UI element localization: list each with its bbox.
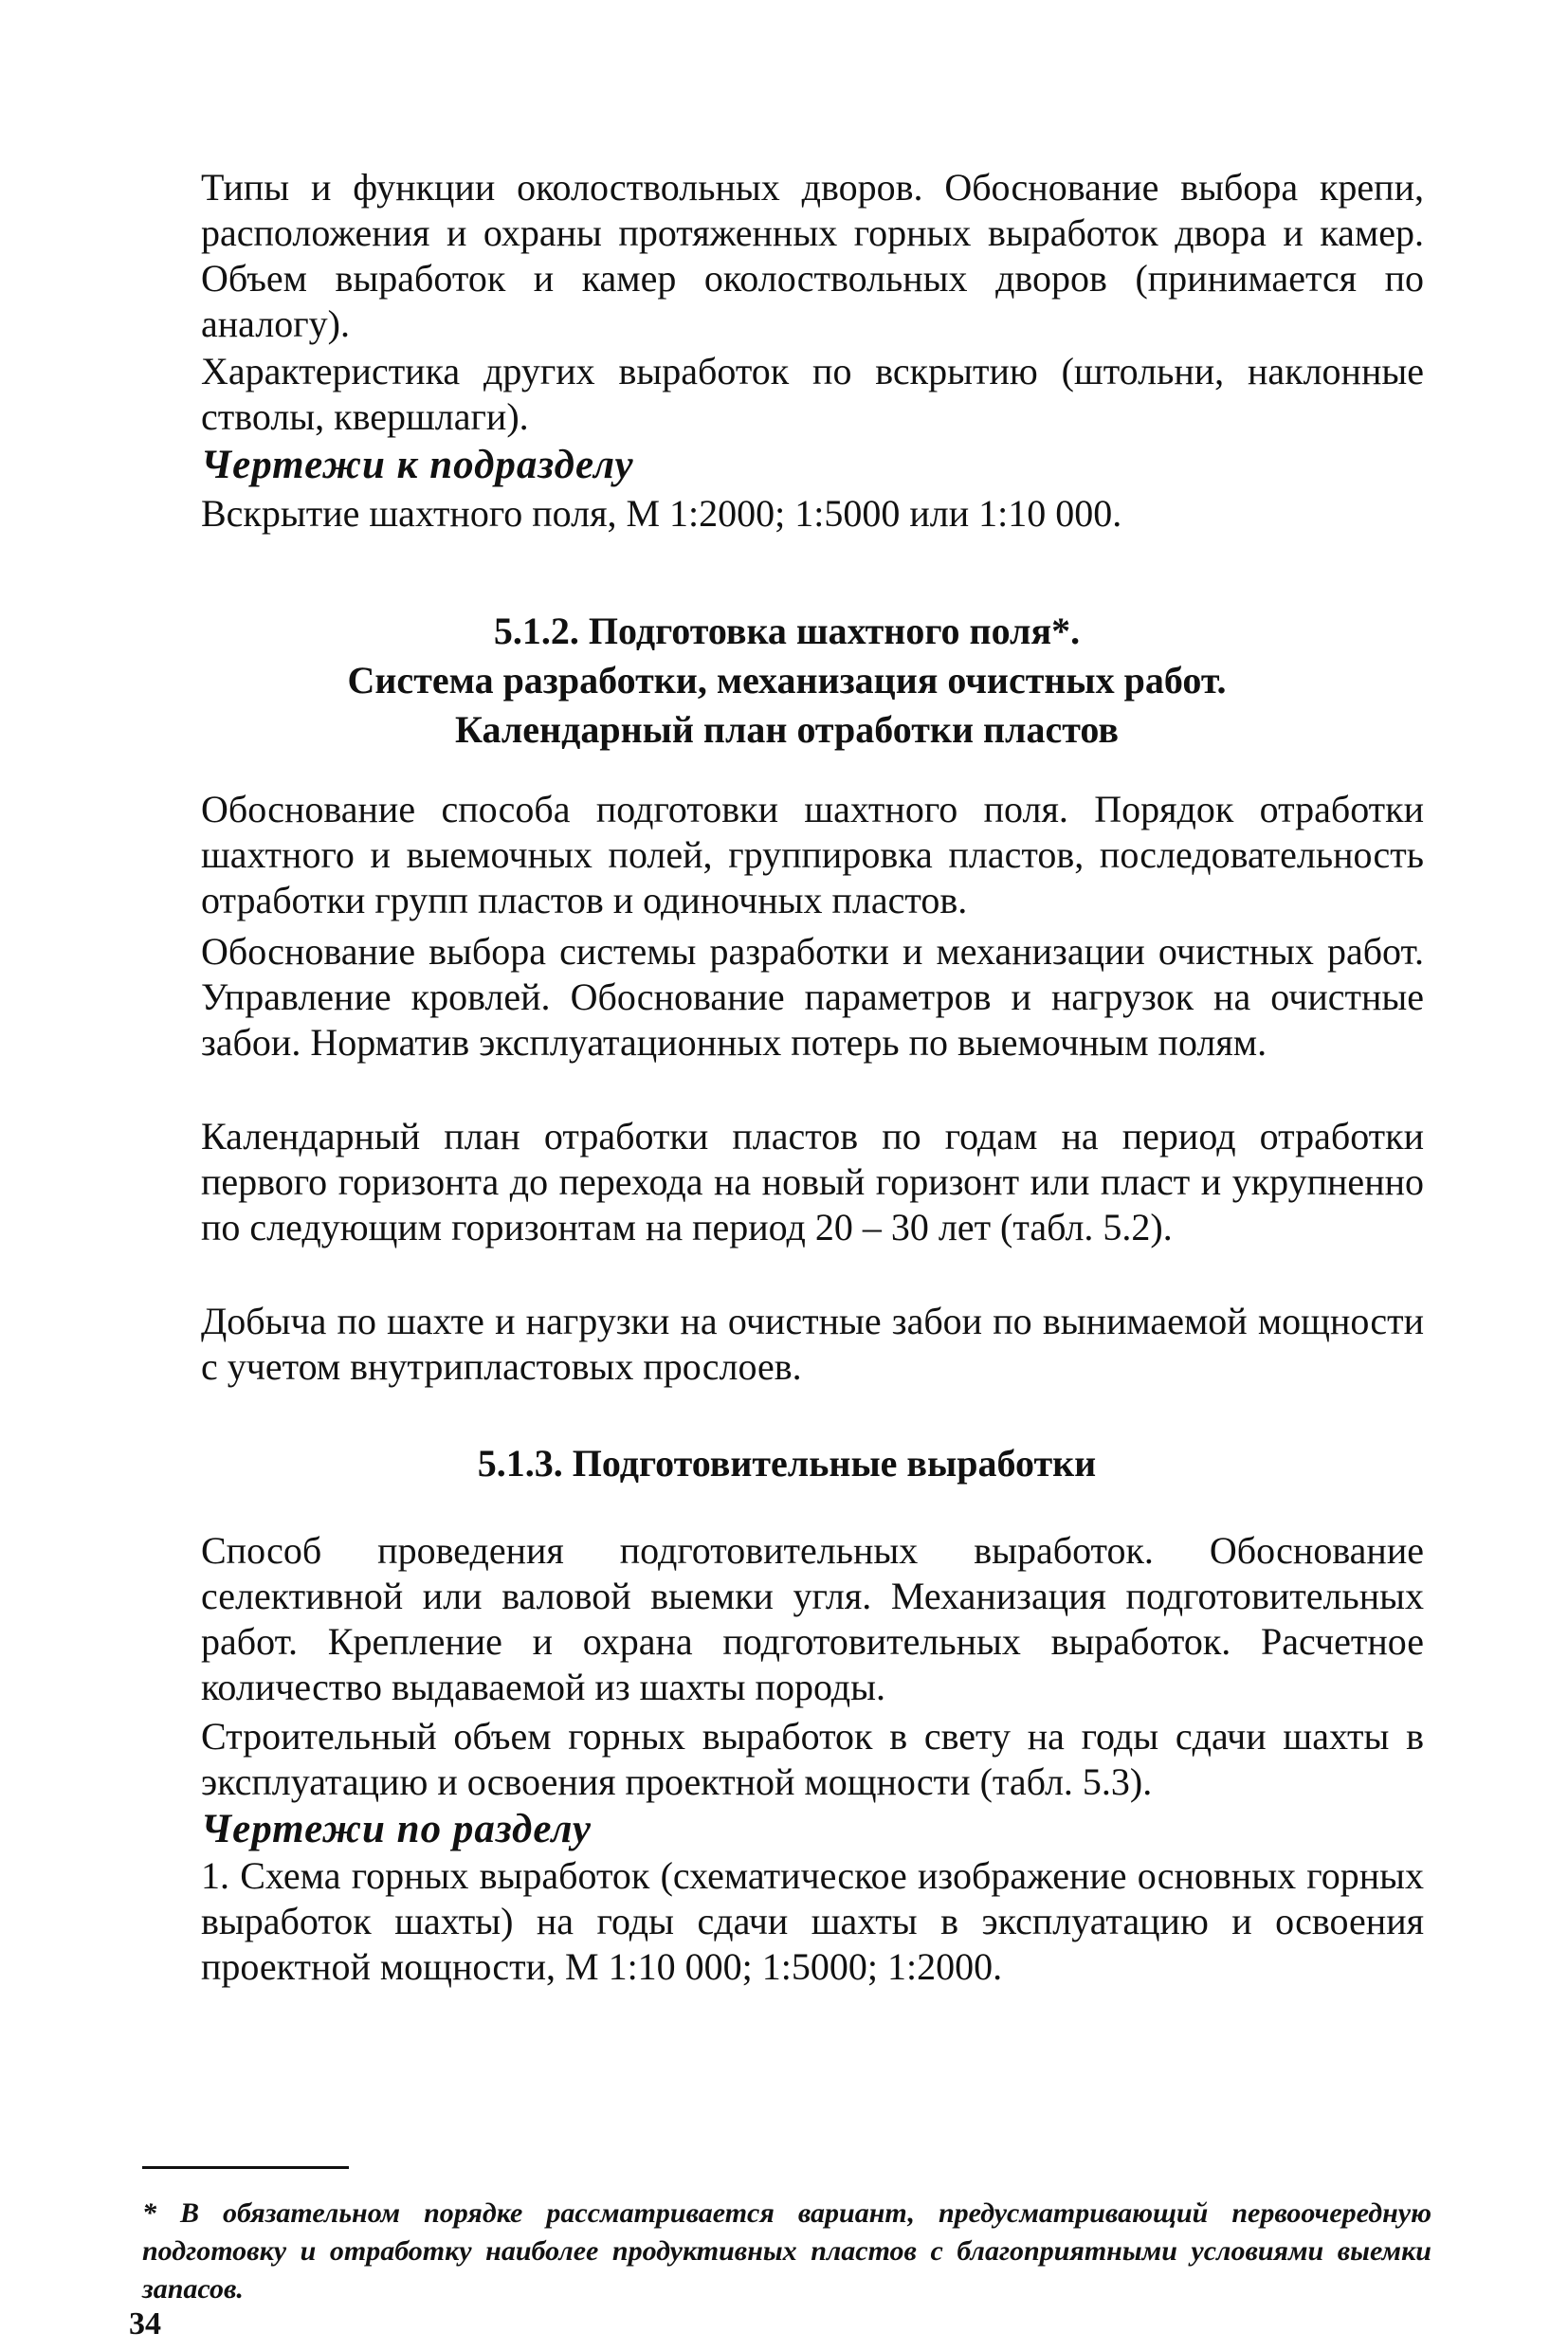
section-513-title-text: 5.1.3. Подготовительные выработки: [477, 1442, 1097, 1485]
intro-block: [201, 165, 1424, 347]
paragraph-development-workings: Способ проведения подготовительных выработок. Обоснование селективной или валовой выемки угля. Механизация подготовительных работ. Крепление и охрана подготовительных выработок. Расчетное количество выдаваемой из шахты породы.: [201, 1529, 1424, 1708]
footnote-text: * В обязательном порядке рассматривается вариант, предусматривающий первоочередную подготовку и отработку наиболее продуктивных пластов с благоприятными условиями выемки запасов.: [142, 2197, 1431, 2305]
section-512-body-4: [201, 1299, 1424, 1390]
drawings-block-1: [201, 442, 1424, 489]
paragraph-other-workings: Характеристика других выработок по вскрытию (штольни, наклонные стволы, квершлаги).: [201, 350, 1424, 438]
paragraph-mining-system: Обоснование выбора системы разработки и механизации очистных работ. Управление кровлей. Обоснование параметров и нагрузок на очистные забои. Норматив эксплуатационных потерь по выемочным полям.: [201, 930, 1424, 1064]
paragraph-production: Добыча по шахте и нагрузки на очистные забои по вынимаемой мощности с учетом внутрипластовых прослоев.: [201, 1300, 1424, 1388]
section-512-title-line2: Система разработки, механизация очистных работ.: [347, 659, 1227, 702]
paragraph-construction-volume: Строительный объем горных выработок в свету на годы сдачи шахты в эксплуатацию и освоения проектной мощности (табл. 5.3).: [201, 1715, 1424, 1803]
intro-block-2: [201, 349, 1424, 440]
footnote-divider: [142, 2166, 349, 2169]
drawings-block-2: [201, 1806, 1424, 1853]
drawings-list: [201, 1853, 1424, 1990]
section-512-body: [201, 787, 1424, 923]
paragraph-calendar-plan: Календарный план отработки пластов по годам на период отработки первого горизонта до перехода на новый горизонт или пласт и укрупненно по следующим горизонтам на период 20 – 30 лет (табл. 5.2).: [201, 1115, 1424, 1248]
page-number: 34: [129, 2306, 161, 2342]
section-512-title-line1: 5.1.2. Подготовка шахтного поля*.: [493, 610, 1081, 652]
section-512-body-2: [201, 929, 1424, 1066]
section-512-body-3: [201, 1114, 1424, 1250]
section-512-title-line3: Календарный план отработки пластов: [455, 708, 1119, 751]
section-513-body: [201, 1528, 1424, 1710]
drawings-text-block: [201, 491, 1424, 537]
drawings-heading-section: Чертежи по разделу: [201, 1807, 592, 1851]
paragraph-field-preparation: Обоснование способа подготовки шахтного поля. Порядок отработки шахтного и выемочных полей, группировка пластов, последовательность отработки групп пластов и одиночных пластов.: [201, 788, 1424, 921]
section-513-title: [142, 1439, 1431, 1488]
section-512-title: [142, 607, 1431, 755]
drawings-heading-subsection: Чертежи к подразделу: [201, 443, 634, 487]
drawings-opening-text: Вскрытие шахтного поля, М 1:2000; 1:5000 или 1:10 000.: [201, 492, 1122, 535]
section-513-body-2: [201, 1714, 1424, 1805]
paragraph-yards: Типы и функции околоствольных дворов. Обоснование выбора крепи, расположения и охраны протяженных горных выработок двора и камер. Объем выработок и камер околоствольных дворов (принимается по аналогу).: [201, 166, 1424, 345]
drawings-item-1: 1. Схема горных выработок (схематическое изображение основных горных выработок шахты) на годы сдачи шахты в эксплуатацию и освоения проектной мощности, М 1:10 000; 1:5000; 1:2000.: [201, 1854, 1424, 1988]
